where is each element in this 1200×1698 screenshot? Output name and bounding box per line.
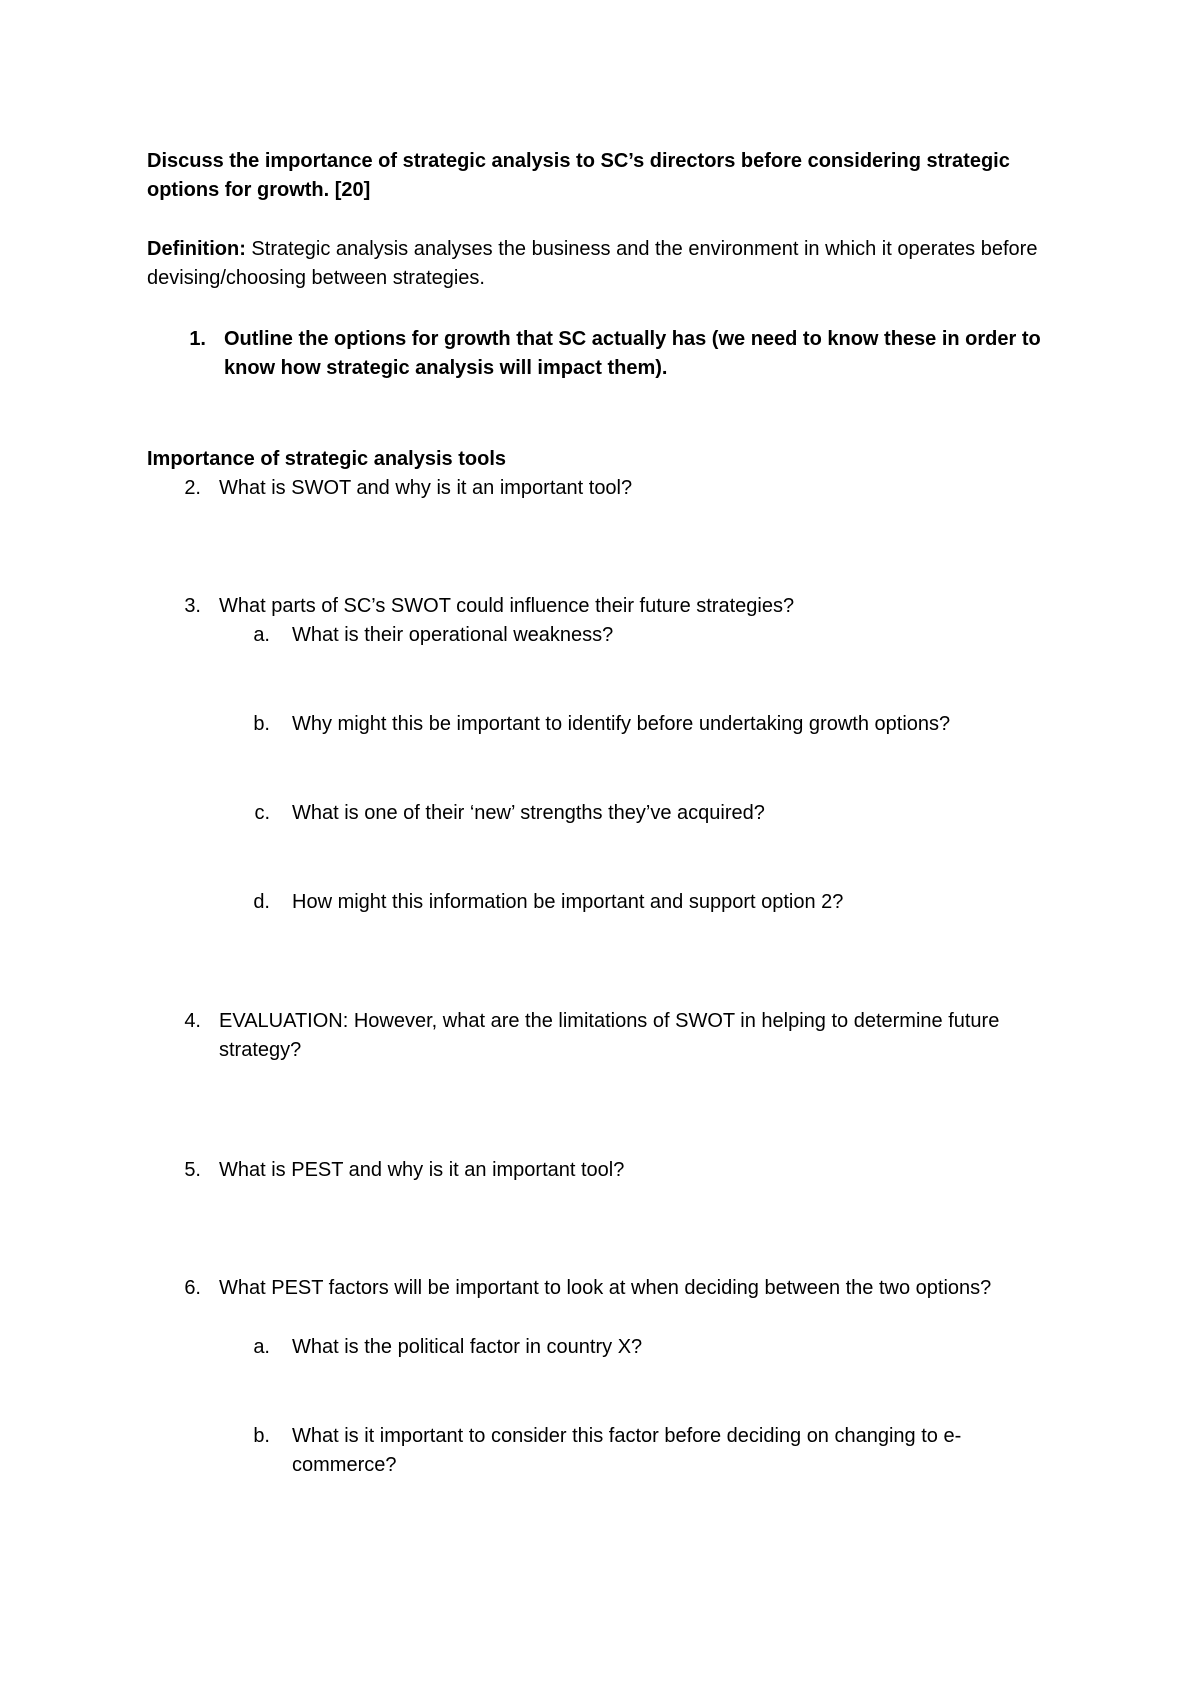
list-number: 4. [184,1010,201,1032]
sub-text: What is it important to consider this factor before deciding on changing to e-commerce? [292,1425,962,1476]
sub-text: How might this information be important and support option 2? [292,891,844,913]
list-text: What is SWOT and why is it an important tool? [219,477,633,499]
sub-label: d. [253,891,270,913]
sub-text: What is their operational weakness? [292,624,614,646]
list-text: What parts of SC’s SWOT could influence their future strategies? [219,595,795,617]
list-text: EVALUATION: However, what are the limitations of SWOT in helping to determine future strategy? [219,1010,1000,1061]
sub-label: c. [254,802,270,824]
sub-label: a. [253,624,270,646]
list-text: What PEST factors will be important to look at when deciding between the two options? [219,1277,992,1299]
sub-label: b. [253,713,270,735]
list-text: Outline the options for growth that SC actually has (we need to know these in order to know how strategic analysis will impact them). [224,328,1041,379]
list-text: What is PEST and why is it an important tool? [219,1159,625,1181]
list-number: 3. [184,595,201,617]
section-heading: Importance of strategic analysis tools [147,448,506,470]
question-title: Discuss the importance of strategic analysis to SC’s directors before considering strategic options for growth. [20] [147,150,1010,201]
definition-label: Definition: [147,238,246,260]
sub-text: What is the political factor in country X? [292,1336,643,1358]
sub-text: Why might this be important to identify before undertaking growth options? [292,713,951,735]
list-number: 6. [184,1277,201,1299]
sub-label: a. [253,1336,270,1358]
definition-text: Strategic analysis analyses the business and the environment in which it operates before devising/choosing between strategies. [147,238,1038,289]
list-number: 1. [189,328,206,350]
list-number: 2. [184,477,201,499]
sub-text: What is one of their ‘new’ strengths they’ve acquired? [292,802,765,824]
sub-label: b. [253,1425,270,1447]
list-number: 5. [184,1159,201,1181]
definition-paragraph [147,235,1077,293]
